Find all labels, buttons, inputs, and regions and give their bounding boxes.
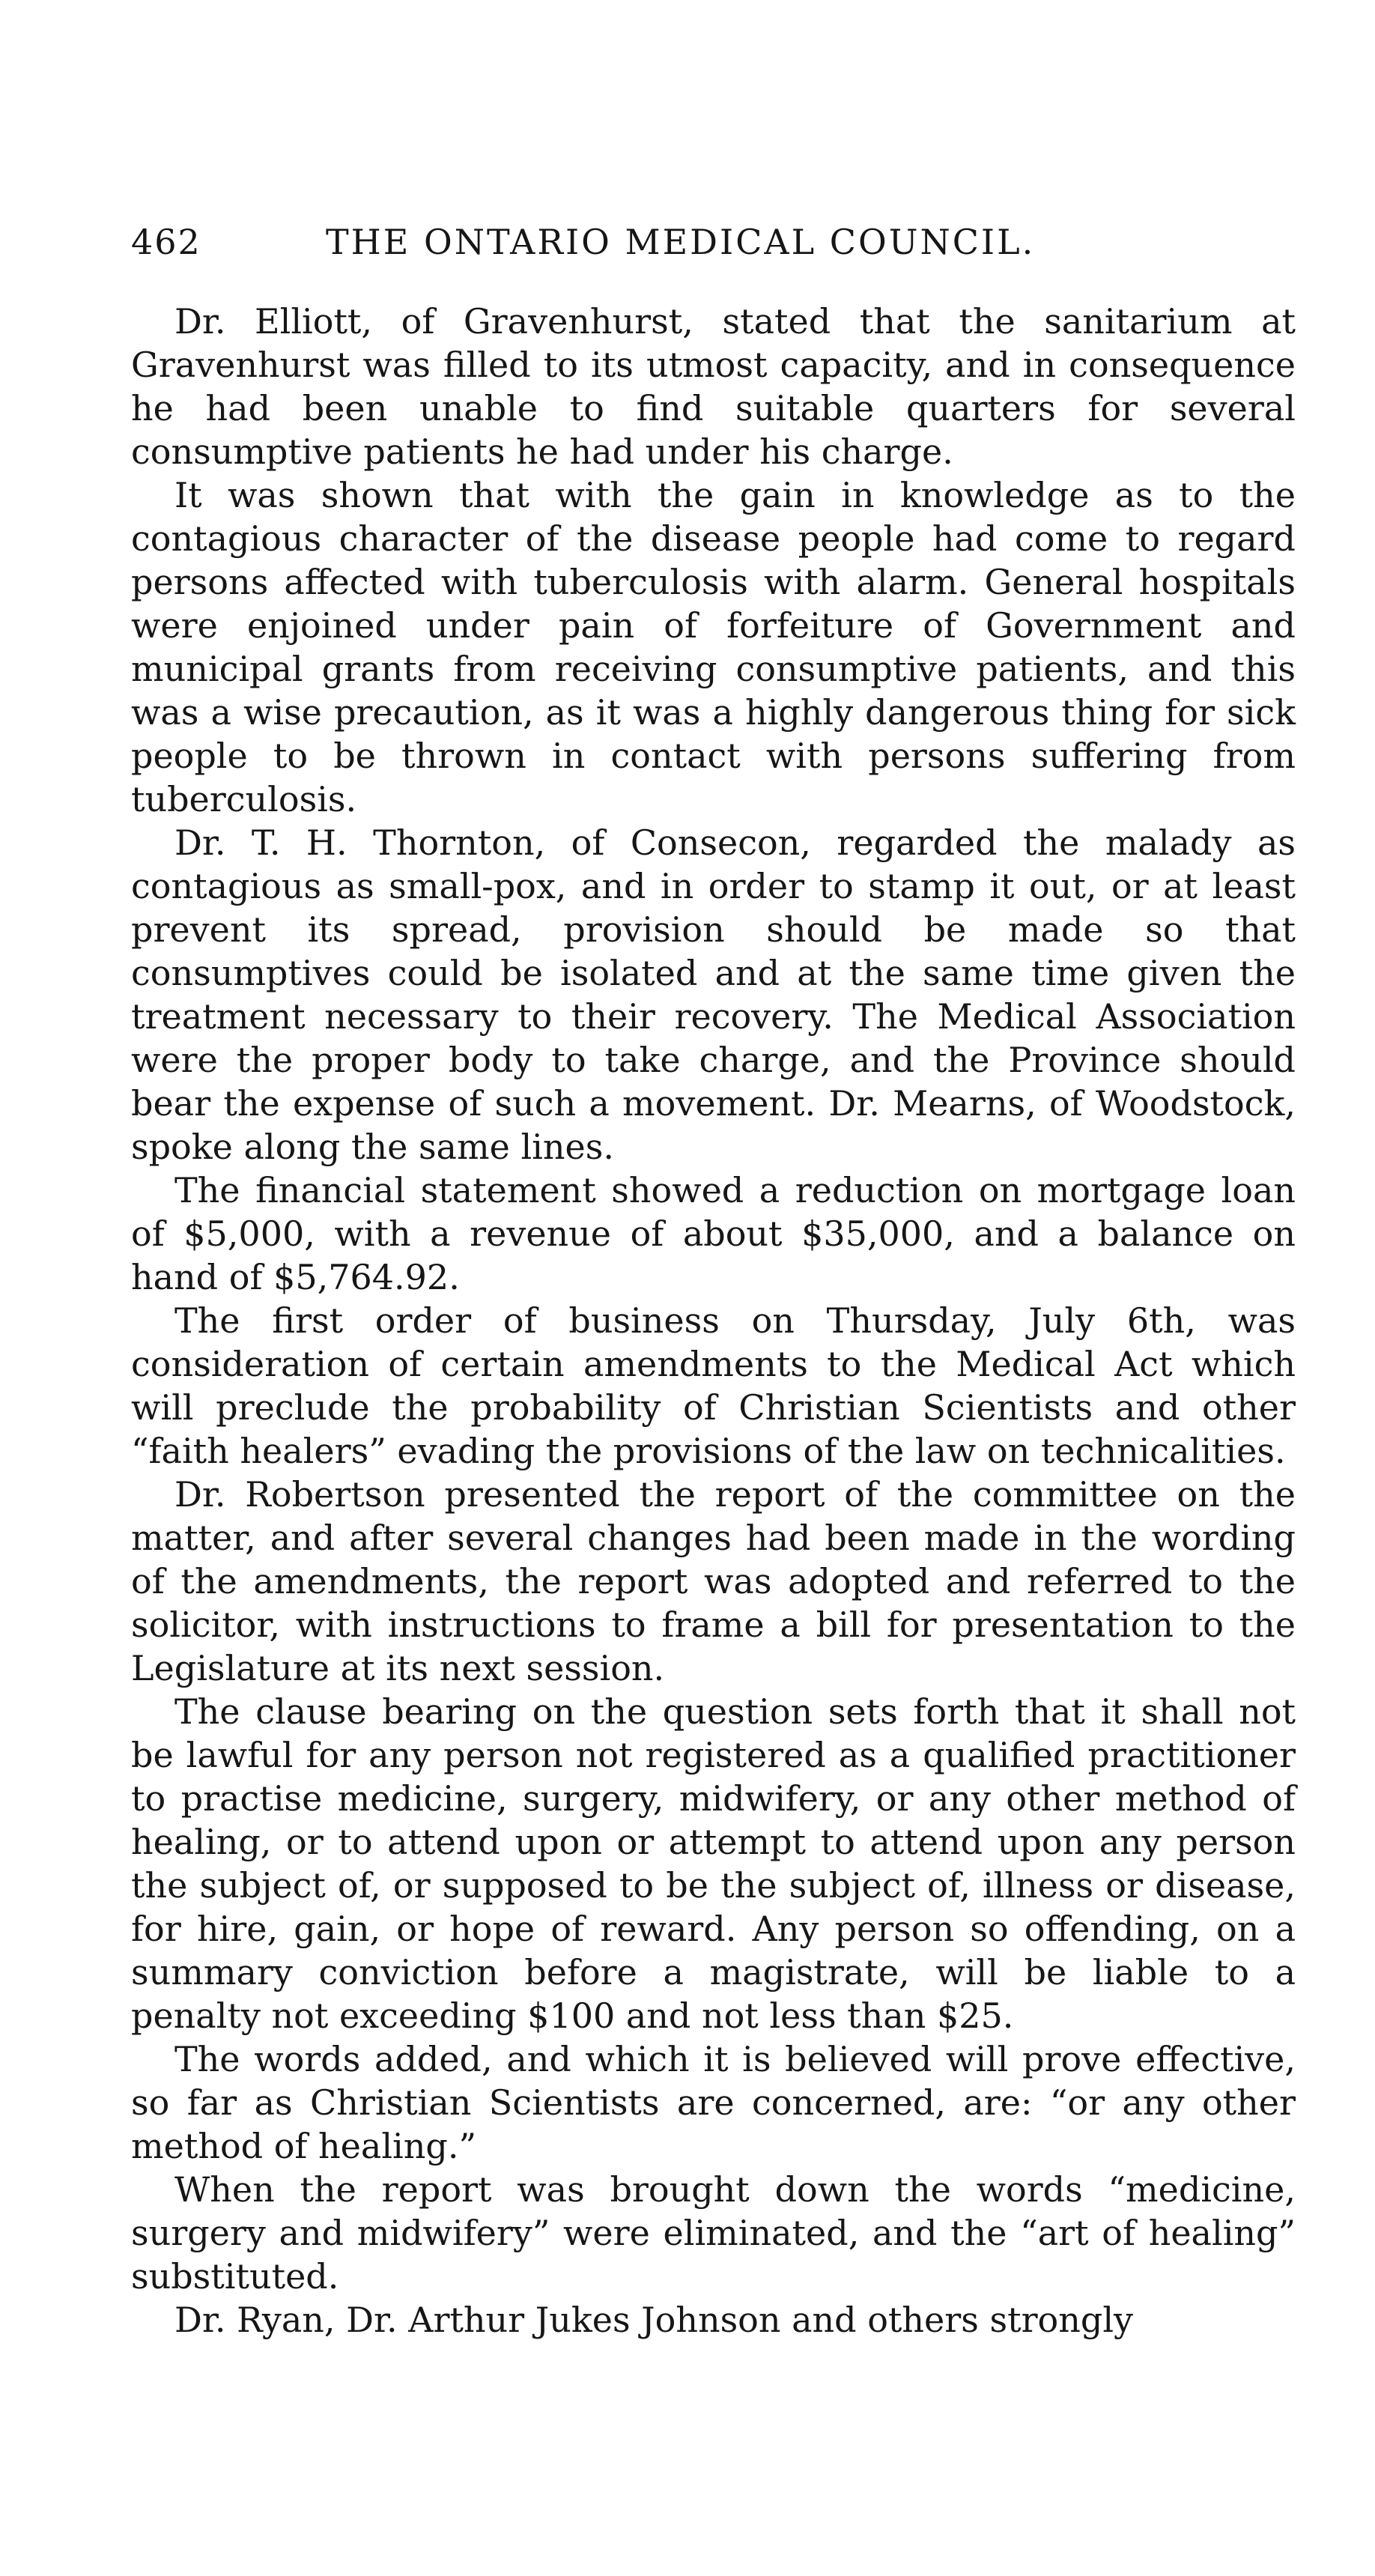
- paragraph-elliott: Dr. Elliott, of Gravenhurst, stated that the sanitarium at Gravenhurst was filled to its utmost capacity, and in consequence he had been unable to find suitable quarters for several consumptive patients he had under his charge.: [131, 301, 1296, 472]
- paragraph-words-added: The words added, and which it is believed will prove effective, so far as Christian Scientists are concerned, are: “or any other method of healing.”: [131, 2039, 1296, 2166]
- book-page: [131, 217, 1296, 2342]
- paragraph-contagion: It was shown that with the gain in knowledge as to the contagious character of the disease people had come to regard persons affected with tuberculosis with alarm. General hospitals were enjoined under pain of forfeiture of Government and municipal grants from receiving consumptive patients, and this was a wise precaution, as it was a highly dangerous thing for sick people to be thrown in contact with persons suffering from tuberculosis.: [131, 475, 1296, 819]
- paragraph-report-brought-down: When the report was brought down the words “medicine, surgery and midwifery” were eliminated, and the “art of healing” substituted.: [131, 2169, 1296, 2297]
- running-title: THE ONTARIO MEDICAL COUNCIL.: [326, 222, 1036, 262]
- paragraph-financial-statement: The financial statement showed a reduction on mortgage loan of $5,000, with a revenue of about $35,000, and a balance on hand of $5,764.92.: [131, 1170, 1296, 1297]
- paragraph-robertson-report: Dr. Robertson presented the report of the committee on the matter, and after several changes had been made in the wording of the amendments, the report was adopted and referred to the solicitor, with instructions to frame a bill for presentation to the Legislature at its next session.: [131, 1474, 1296, 1688]
- body-text: [131, 300, 1296, 2342]
- running-head: [131, 217, 1296, 267]
- paragraph-thornton: Dr. T. H. Thornton, of Consecon, regarded the malady as contagious as small-pox, and in order to stamp it out, or at least prevent its spread, provision should be made so that consumptives could be isolated and at the same time given the treatment necessary to their recovery. The Medical Association were the proper body to take charge, and the Province should bear the expense of such a movement. Dr. Mearns, of Woodstock, spoke along the same lines.: [131, 822, 1296, 1167]
- page-number: 462: [131, 222, 201, 262]
- paragraph-ryan-johnson: Dr. Ryan, Dr. Arthur Jukes Johnson and others strongly: [174, 2300, 1134, 2340]
- paragraph-clause: The clause bearing on the question sets forth that it shall not be lawful for any person not registered as a qualified practitioner to practise medicine, surgery, midwifery, or any other method of healing, or to attend upon or attempt to attend upon any person the subject of, or supposed to be the subject of, illness or disease, for hire, gain, or hope of reward. Any person so offending, on a summary conviction before a magistrate, will be liable to a penalty not exceeding $100 and not less than $25.: [131, 1691, 1296, 2036]
- paragraph-order-of-business: The first order of business on Thursday, July 6th, was consideration of certain amendments to the Medical Act which will preclude the probability of Christian Scientists and other “faith healers” evading the provisions of the law on technicalities.: [131, 1300, 1296, 1471]
